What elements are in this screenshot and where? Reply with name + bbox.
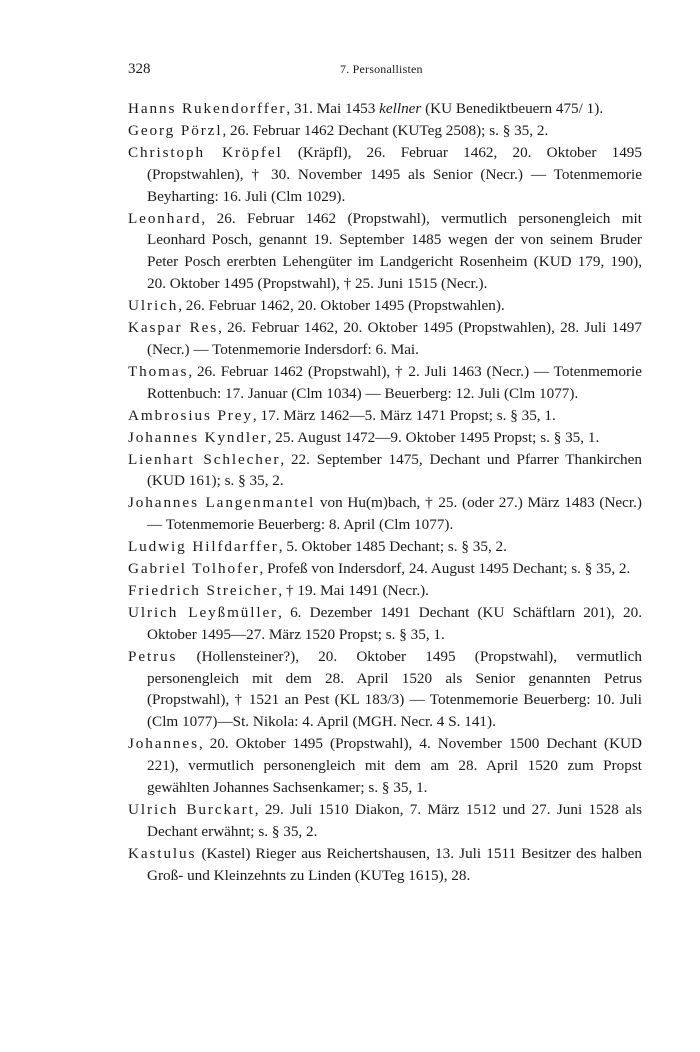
person-name: Johannes Kyndler: [128, 428, 268, 446]
entry-text: , 26. Februar 1462, 20. Oktober 1495 (Propstwahlen), 28. Juli 1497 (Necr.) — Totenmemorie Indersdorf: 6. Mai.: [147, 319, 642, 358]
person-name: Leonhard: [128, 209, 202, 227]
person-name: Georg Pörzl: [128, 121, 223, 139]
personnel-list: [128, 98, 642, 887]
person-name: Ulrich Burckart: [128, 801, 255, 818]
list-entry: [128, 646, 642, 734]
entry-text: , 5. Oktober 1485 Dechant; s. § 35, 2.: [278, 538, 507, 556]
list-entry: [128, 295, 642, 317]
list-entry: [128, 602, 642, 646]
entry-text: (Hollensteiner?), 20. Oktober 1495 (Propstwahl), vermutlich personengleich mit dem 28. April 1520 als Senior genannten Petrus (Propstwahl), † 1521 an Pest (KL 183/3) — Totenmemorie Beuerberg: 10. Juli (Clm 1077)—St. Nikola: 4. April (MGH. Necr. 4 S. 141).: [147, 647, 642, 731]
entry-text: , Profeß von Indersdorf, 24. August 1495 Dechant; s. § 35, 2.: [259, 560, 631, 578]
person-name: Ludwig Hilfdarffer: [128, 538, 279, 556]
person-name: Ambrosius Prey: [128, 406, 253, 424]
entry-text: , 25. August 1472—9. Oktober 1495 Propst; s. § 35, 1.: [267, 428, 600, 446]
entry-text: , † 19. Mai 1491 (Necr.).: [278, 581, 429, 599]
entry-text: (KU Benediktbeuern 475/ 1).: [421, 100, 604, 117]
entry-text: , 26. Februar 1462 Dechant (KUTeg 2508); s. § 35, 2.: [222, 121, 549, 139]
entry-text: , 29. Juli 1510 Diakon, 7. März 1512 und 27. Juni 1528 als Dechant erwähnt; s. § 35, 2.: [147, 801, 642, 840]
list-entry: [128, 492, 642, 536]
person-name: Johannes Langenmantel: [128, 494, 316, 512]
person-name: Ulrich: [128, 297, 179, 315]
list-entry: [128, 98, 642, 120]
person-name: Johannes: [128, 735, 199, 753]
list-entry: [128, 558, 642, 580]
person-name: Thomas: [128, 362, 189, 380]
list-entry: [128, 733, 642, 799]
list-entry: [128, 449, 642, 493]
list-entry: [128, 799, 642, 843]
entry-text: , 26. Februar 1462 (Propstwahl), † 2. Juli 1463 (Necr.) — Totenmemorie Rottenbuch: 17. Januar (Clm 1034) — Beuerberg: 12. Juli (Clm 1077).: [147, 362, 642, 402]
list-entry: [128, 317, 642, 361]
person-name: Kastulus: [128, 844, 197, 862]
entry-text: , 20. Oktober 1495 (Propstwahl), 4. November 1500 Dechant (KUD 221), vermutlich personengleich mit dem am 28. April 1520 zum Propst gewählten Johannes Sachsenkamer; s. § 35, 1.: [147, 735, 642, 797]
person-name: Hanns Rukendorffer: [128, 100, 287, 117]
entry-text: , 31. Mai 1453: [286, 100, 380, 117]
list-entry: [128, 120, 642, 142]
person-name: Lienhart Schlecher: [128, 450, 281, 468]
person-name: Friedrich Streicher: [128, 581, 279, 599]
list-entry: [128, 142, 642, 208]
running-head: 7. Personallisten: [340, 62, 423, 76]
person-name: Gabriel Tolhofer: [128, 560, 260, 578]
person-name: Kaspar Res: [128, 319, 219, 337]
list-entry: [128, 843, 642, 887]
entry-text: , 22. September 1475, Dechant und Pfarrer Thankirchen (KUD 161); s. § 35, 2.: [147, 450, 642, 490]
entry-text: , 26. Februar 1462 (Propstwahl), vermutlich personengleich mit Leonhard Posch, genannt 19. September 1485 wegen der von seinem Bruder Peter Posch ererbten Lehengüter im Landgericht Rosenheim (KUD 179, 190), 20. Oktober 1495 (Propstwahl), † 25. Juni 1515 (Necr.).: [147, 209, 642, 293]
list-entry: [128, 427, 642, 449]
page-number: 328: [128, 61, 151, 77]
person-name: Christoph Kröpfel: [128, 143, 283, 161]
entry-text: , 6. Dezember 1491 Dechant (KU Schäftlarn 201), 20. Oktober 1495—27. März 1520 Propst; s. § 35, 1.: [147, 603, 642, 643]
person-name: Ulrich Leyßmüller: [128, 603, 279, 621]
entry-text: (Kräpfl), 26. Februar 1462, 20. Oktober 1495 (Propstwahlen), † 30. November 1495 als Senior (Necr.) — Totenmemorie Beyharting: 16. Juli (Clm 1029).: [147, 143, 642, 205]
list-entry: [128, 536, 642, 558]
entry-text: , 26. Februar 1462, 20. Oktober 1495 (Propstwahlen).: [178, 297, 505, 315]
list-entry: [128, 405, 642, 427]
list-entry: [128, 580, 642, 602]
list-entry: [128, 361, 642, 405]
list-entry: [128, 208, 642, 296]
entry-italic-text: kellner: [379, 100, 422, 117]
page-header: [128, 61, 642, 81]
person-name: Petrus: [128, 647, 178, 665]
entry-text: (Kastel) Rieger aus Reichertshausen, 13. Juli 1511 Besitzer des halben Groß- und Kleinzehnts zu Linden (KUTeg 1615), 28.: [147, 844, 642, 884]
entry-text: von Hu(m)bach, † 25. (oder 27.) März 1483 (Necr.) — Totenmemorie Beuerberg: 8. April (Clm 1077).: [147, 494, 642, 534]
entry-text: , 17. März 1462—5. März 1471 Propst; s. § 35, 1.: [252, 406, 556, 424]
